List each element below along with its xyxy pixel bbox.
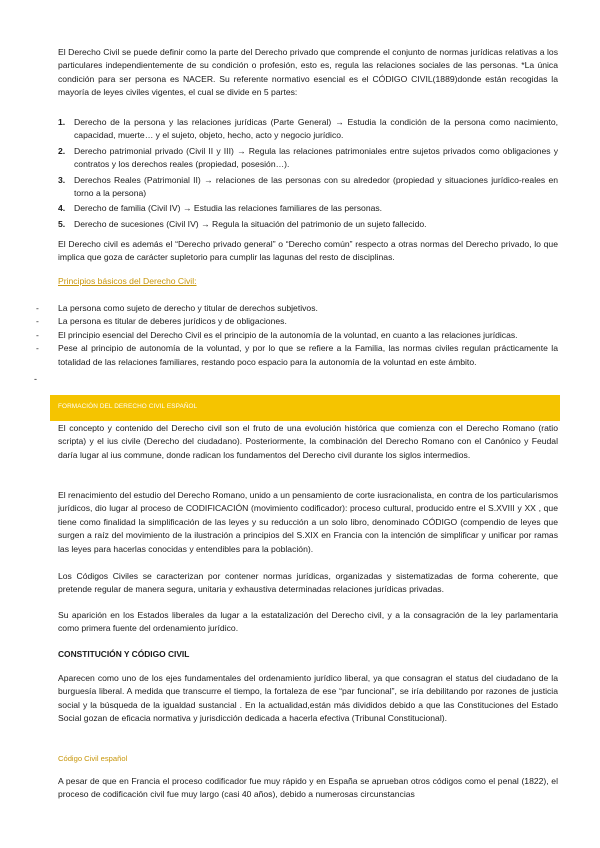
formation-paragraph-1: El concepto y contenido del Derecho civil son el fruto de una evolución histórica que comienza con el Derecho Romano (ratio scripta) y el ius civile (Derecho del ciudadano). Posteriormente, la combinación del Derecho Romano con el Canónico y Feudal daría lugar al ius commune, donde radican los fundamentos del Derecho civil durante los siglos intermedios. xyxy=(58,423,558,460)
formation-paragraph-4: Su aparición en los Estados liberales da lugar a la estatalización del Derecho civil, y a la consagración de la ley parlamentaria como primera fuente del ordenamiento jurídico. xyxy=(58,610,558,634)
list-text: Pese al principio de autonomía de la voluntad, y por lo que se refiere a la Familia, las normas civiles regulan prácticamente la totalidad de las relaciones familiares, restando poco espacio para la autonomía de la voluntad en este ámbito. xyxy=(58,343,558,367)
parts-list xyxy=(58,116,558,233)
list-item xyxy=(58,116,558,143)
list-dash: - xyxy=(36,316,39,327)
list-number: 5. xyxy=(58,218,66,229)
principles-heading: Principios básicos del Derecho Civil: xyxy=(58,276,197,286)
formation-paragraph-2: El renacimiento del estudio del Derecho Romano, unido a un pensamiento de corte iusracionalista, en contra de los particularismos jurídicos, dio lugar al proceso de CODIFICACIÓN (movimiento codificador): proceso cultural, producido entre el S.XVIII y XX , que tiene como finalidad la simplificación de las leyes y su reducción a un solo libro, denominado CÓDIGO (compendio de leyes que surgen a raíz del movimiento de la ilustración a principios del S.XIX en Francia con la intención de simplificar y unificar por ramas las leyes para hacerlas conocidas y entendibles para la población). xyxy=(58,490,558,554)
list-text: La persona es titular de deberes jurídicos y de obligaciones. xyxy=(58,316,287,327)
list-text: Derecho de familia (Civil IV) → Estudia las relaciones familiares de las personas. xyxy=(74,203,383,214)
list-number: 4. xyxy=(58,203,66,214)
section-banner-title: FORMACIÓN DEL DERECHO CIVIL ESPAÑOL xyxy=(58,403,198,410)
list-item xyxy=(58,145,558,172)
formation-paragraph-3: Los Códigos Civiles se caracterizan por contener normas jurídicas, organizadas y sistematizadas de forma coherente, que pretende regular de manera segura, unitaria y exhaustiva determinadas relaciones jurídicas privadas. xyxy=(58,571,558,595)
list-item xyxy=(36,302,558,315)
list-item xyxy=(36,329,558,342)
list-dash: - xyxy=(36,343,39,354)
list-item xyxy=(58,202,558,215)
list-text: Derechos Reales (Patrimonial II) → relaciones de las personas con su alrededor (propiedad y situaciones jurídico-reales en torno a la persona) xyxy=(74,174,558,199)
list-text: Derecho patrimonial privado (Civil II y III) → Regula las relaciones patrimoniales entre sujetos privados como obligaciones y contratos y los derechos reales (propiedad, posesión…). xyxy=(74,145,558,170)
list-item xyxy=(58,174,558,201)
list-dash: - xyxy=(36,303,39,313)
list-text: La persona como sujeto de derecho y titular de derechos subjetivos. xyxy=(58,303,318,313)
list-item xyxy=(36,342,558,369)
list-dash: - xyxy=(36,329,39,340)
general-law-paragraph: El Derecho civil es además el “Derecho privado general” o “Derecho común” respecto a otras normas del Derecho privado, lo que implica que goza de carácter supletorio para cumplir las lagunas del resto de disciplinas. xyxy=(58,239,558,263)
stray-mark: - xyxy=(34,374,37,384)
list-number: 3. xyxy=(58,174,66,185)
list-number: 1. xyxy=(58,117,66,127)
section-banner xyxy=(50,395,560,421)
code-heading: Código Civil español xyxy=(58,754,128,763)
list-text: Derecho de sucesiones (Civil IV) → Regula la situación del patrimonio de un sujeto fallecido. xyxy=(74,218,427,229)
list-text: El principio esencial del Derecho Civil es el principio de la autonomía de la voluntad, en cuanto a las relaciones jurídicas. xyxy=(58,329,518,340)
list-item xyxy=(58,218,558,231)
code-paragraph: A pesar de que en Francia el proceso codificador fue muy rápido y en España se aprueban otros códigos como el penal (1822), el proceso de codificación civil fue muy largo (casi 40 años), debido a numerosas circunstancias xyxy=(58,776,558,800)
constitution-paragraph: Aparecen como uno de los ejes fundamentales del ordenamiento jurídico liberal, ya que consagran el status del ciudadano de la burguesía liberal. A medida que transcurre el tiempo, la fortaleza de ese “par funcional”, se iría debilitando por razones de justicia social y la búsqueda de la igualdad sustancial . En la actualidad,están más divididos debido a que las Constituciones del Estado Social gozan de eficacia normativa y jurisdicción dedicada a hacerla efectiva (Tribunal Constitucional). xyxy=(58,673,558,724)
constitution-heading: CONSTITUCIÓN Y CÓDIGO CIVIL xyxy=(58,649,190,659)
list-number: 2. xyxy=(58,145,66,156)
intro-paragraph: El Derecho Civil se puede definir como la parte del Derecho privado que comprende el conjunto de normas jurídicas relativas a los particulares independientemente de su condición o profesión, esto es, regula las relaciones sociales de las personas. *La única condición para ser persona es NACER. Su referente normativo esencial es el CÓDIGO CIVIL(1889)donde están recogidas la mayoría de leyes civiles vigentes, el cual se divide en 5 partes: xyxy=(58,47,558,98)
list-item xyxy=(36,315,558,328)
list-text: Derecho de la persona y las relaciones jurídicas (Parte General) → Estudia la condición de la persona como nacimiento, capacidad, muerte… y el sujeto, objeto, hecho, acto y negocio jurídico. xyxy=(74,117,558,141)
principles-list xyxy=(36,302,558,369)
